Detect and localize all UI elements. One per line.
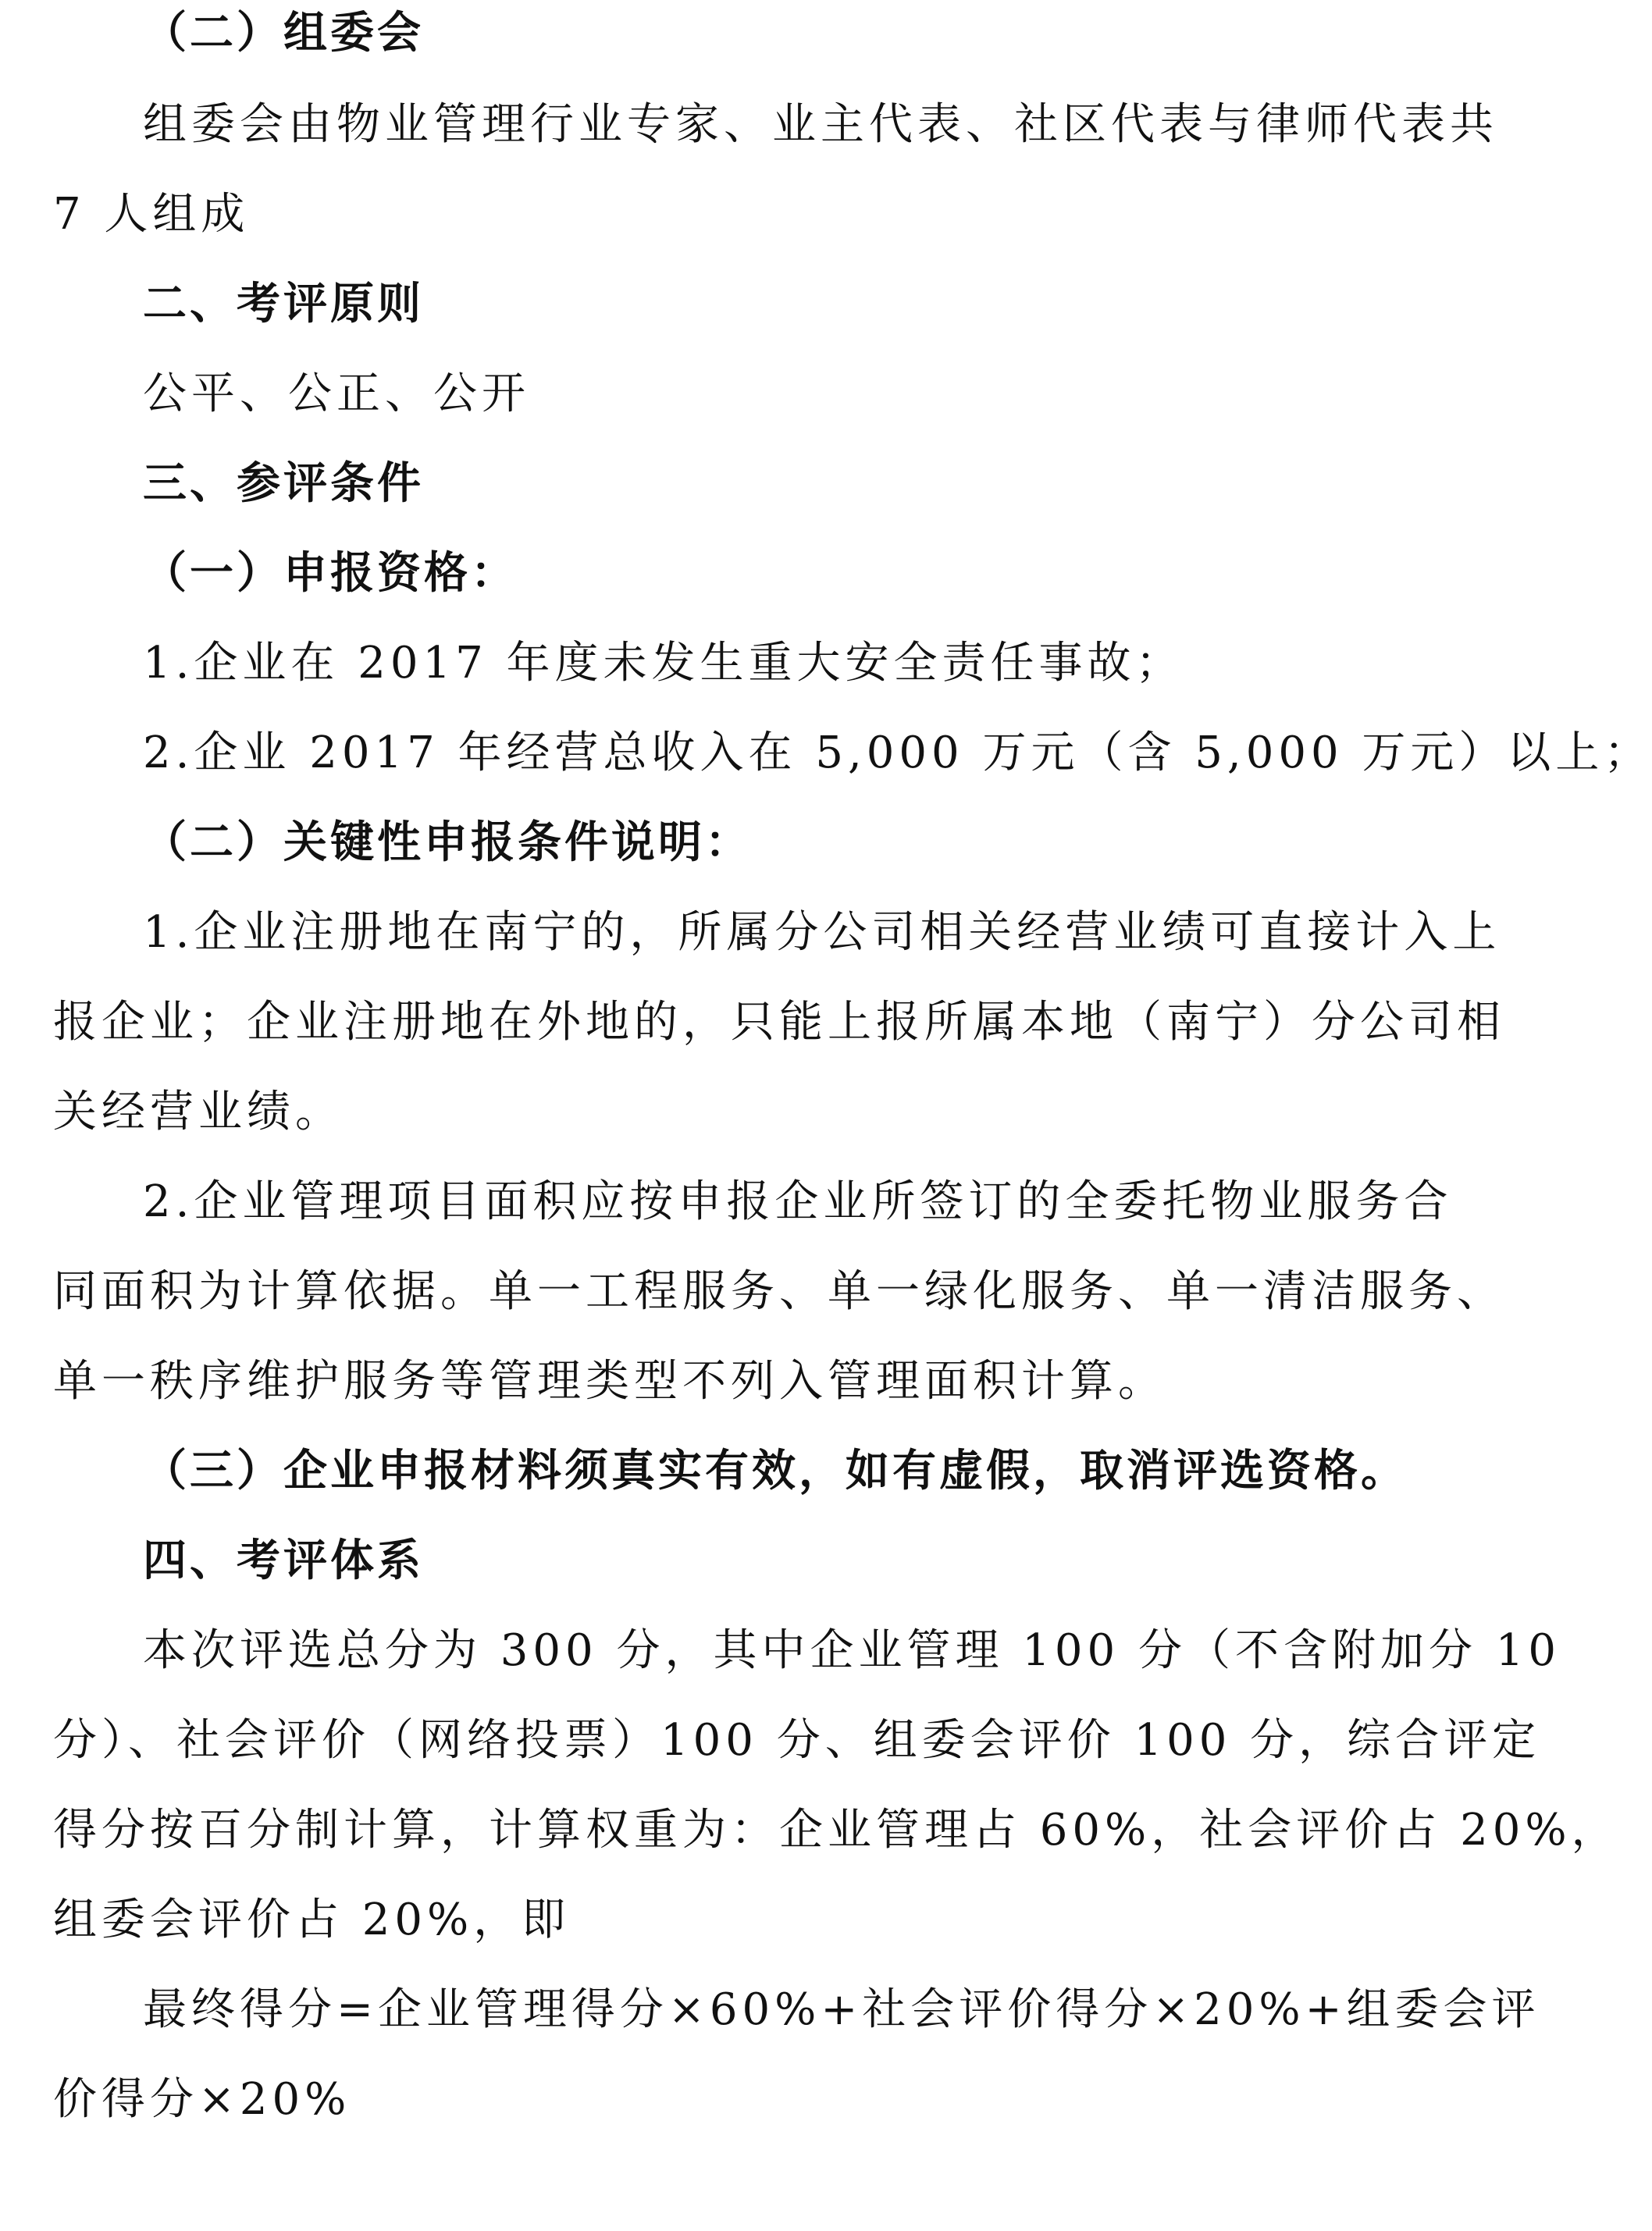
subheading-key-conditions: （二）关键性申报条件说明： <box>143 817 752 868</box>
heading-evaluation-system: 四、考评体系 <box>143 1535 424 1586</box>
paragraph-line: 本次评选总分为 300 分，其中企业管理 100 分（不含附加分 10 <box>143 1625 1561 1676</box>
paragraph-line: 报企业；企业注册地在外地的，只能上报所属本地（南宁）分公司相 <box>53 997 1505 1048</box>
subheading-application-qualification: （一）申报资格： <box>143 548 518 599</box>
formula-line: 价得分×20% <box>53 2074 351 2125</box>
paragraph-line: 同面积为计算依据。单一工程服务、单一绿化服务、单一清洁服务、 <box>53 1266 1505 1317</box>
list-item: 1.企业注册地在南宁的，所属分公司相关经营业绩可直接计入上 <box>143 907 1501 958</box>
paragraph-line: 7 人组成 <box>53 189 250 240</box>
heading-evaluation-principles: 二、考评原则 <box>143 279 424 329</box>
paragraph-line: 单一秩序维护服务等管理类型不列入管理面积计算。 <box>53 1356 1166 1407</box>
paragraph-line: 分）、社会评价（网络投票）100 分、组委会评价 100 分，综合评定 <box>53 1715 1541 1766</box>
list-item: 1.企业在 2017 年度未发生重大安全责任事故； <box>143 638 1184 689</box>
paragraph-line: 得分按百分制计算，计算权重为：企业管理占 60%，社会评价占 20%， <box>53 1805 1620 1856</box>
paragraph-line: 组委会评价占 20%，即 <box>53 1895 571 1945</box>
paragraph-line: 关经营业绩。 <box>53 1087 344 1137</box>
heading-participation-conditions: 三、参评条件 <box>143 458 424 509</box>
subheading-materials-authenticity: （三）企业申报材料须真实有效，如有虚假，取消评选资格。 <box>143 1446 1408 1496</box>
formula-line: 最终得分=企业管理得分×60%+社会评价得分×20%+组委会评 <box>143 1984 1540 2035</box>
paragraph-line: 公平、公正、公开 <box>143 368 530 419</box>
subheading-organizing-committee: （二）组委会 <box>143 8 424 59</box>
list-item: 2.企业 2017 年经营总收入在 5,000 万元（含 5,000 万元）以上； <box>143 728 1652 778</box>
paragraph-line: 组委会由物业管理行业专家、业主代表、社区代表与律师代表共 <box>143 99 1498 150</box>
list-item: 2.企业管理项目面积应按申报企业所签订的全委托物业服务合 <box>143 1176 1453 1227</box>
